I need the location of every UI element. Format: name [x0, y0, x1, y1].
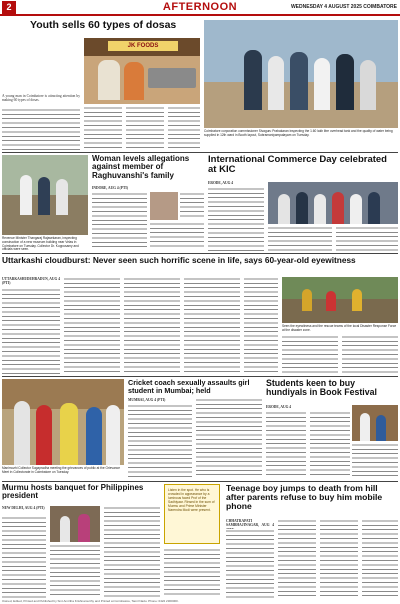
story-uttarkashi-body-col7 [342, 335, 398, 374]
story-dosas-body-col2 [84, 106, 122, 150]
stall-sign: JK FOODS [108, 41, 178, 51]
story-raghuvanshi-body-col2 [150, 222, 204, 250]
headline-teenage-boy: Teenage boy jumps to death from hill after parents refuse to buy him mobile phone [226, 483, 383, 512]
story-raghuvanshi-body-col3 [180, 192, 204, 220]
headline-raghuvanshi: Woman levels allegations against member of Raghuvanshi's family [92, 154, 190, 180]
story-teen-body-col2 [278, 519, 316, 598]
story-teen-body-col4 [362, 519, 398, 598]
dateline-raghuvanshi: INDORE, AUG 4 (PTI) [92, 186, 128, 190]
headline-commerce-day: International Commerce Day celebrated at KIC [208, 154, 387, 175]
advertisement-box [164, 484, 220, 544]
book-festival-photo [352, 405, 398, 441]
story-uttarkashi-body-col2 [64, 277, 120, 374]
photo-caption-museum: Revenue Minister Thangaraj Rajasekaran, inspecting construction of a new museum building near Velas in Coimbatore on Tuesday. Collector Dr. Kuppusamy and officials were seen. [2, 236, 79, 252]
photo-caption-cloudburst: Seen the eyewitness and the rescue teams of the local Disaster Response Force at the disaster zone. [282, 324, 397, 332]
divider [2, 376, 398, 377]
dateline-cricket-coach: MUMBAI, AUG 4 (PTI) [128, 398, 166, 402]
story-teen-body-col1 [226, 529, 274, 598]
dateline-hundiyals: ERODE, AUG 4 [266, 405, 292, 409]
newspaper-logo: AFTERNOON [162, 1, 238, 13]
story-commerce-body-col3 [336, 226, 398, 251]
photo-caption-water-tank: Coimbatore corporation commissioner Sivaguru Prabakaran inspecting the 1.60 lakh litre overhead tank and the quality of water being supplied in 12th ward in Booth layout, Subramaniyampalayam on Tuesday. [204, 129, 393, 137]
story-murmu-body-col2 [50, 544, 100, 598]
story-hundiyals-body-col3 [352, 443, 398, 478]
water-tank-inspection-photo [204, 20, 398, 128]
divider [2, 152, 398, 153]
story-commerce-body-col2 [268, 226, 332, 251]
murmu-banquet-photo [50, 506, 100, 542]
headline-dosas: Youth sells 60 types of dosas [30, 19, 177, 31]
masthead [0, 0, 400, 16]
story-cricket-body-col2 [196, 398, 262, 478]
story-uttarkashi-body-col5 [244, 277, 278, 374]
story-murmu-body-col4 [164, 548, 220, 598]
dosa-stall-photo [84, 38, 200, 104]
headline-cricket-coach: Cricket coach sexually assaults girl student in Mumbai; held [128, 378, 250, 395]
commerce-day-photo [268, 182, 398, 224]
headline-murmu-banquet: Murmu hosts banquet for Philippines president [2, 483, 144, 501]
story-hundiyals-body-col1 [266, 411, 306, 478]
story-uttarkashi-body-col6 [282, 335, 338, 374]
photo-caption-grievance: Manimozhi Collector Sugapradha meeting the grievances of public at the Grievance Meet in Collectorate in Coimbatore on Tuesday. [2, 466, 121, 474]
story-murmu-body-col3 [104, 506, 160, 598]
dateline-uttarkashi: UTTARKASHI/DEHRADUN, AUG 4 (PTI) [2, 277, 60, 286]
dateline-teenage-boy: CHHATRAPATI SAMBHAJINAGAR, AUG 4 [226, 519, 274, 528]
divider [2, 253, 398, 254]
grievance-meet-photo [2, 379, 124, 465]
story-murmu-body-col1 [2, 516, 46, 598]
story-dosas-body-col3 [126, 106, 164, 150]
story-dosas-body-col4 [168, 106, 200, 150]
story-uttarkashi-body-col4 [184, 277, 240, 374]
story-dosas-intro: A young man in Coimbatore is attracting attention by making 60 types of dosas. [2, 94, 80, 103]
museum-construction-photo [2, 155, 88, 235]
issue-date: WEDNESDAY 4 AUGUST 2025 COIMBATORE [290, 4, 397, 10]
story-uttarkashi-body-col3 [124, 277, 180, 374]
story-uttarkashi-body-col1 [2, 288, 60, 374]
story-cricket-body-col1 [128, 404, 192, 478]
headline-uttarkashi: Uttarkashi cloudburst: Never seen such horrific scene in life, says 60-year-old eyewitness [2, 255, 356, 265]
story-dosas-body [2, 108, 80, 150]
page-number: 2 [2, 1, 16, 14]
story-raghuvanshi-body [92, 192, 147, 250]
dateline-murmu: NEW DELHI, AUG 4 (PTI) [2, 506, 45, 510]
divider [2, 481, 398, 482]
story-hundiyals-body-col2 [310, 411, 350, 478]
headline-hundiyals: Students keen to buy hundiyals in Book Festival [266, 378, 377, 398]
cloudburst-rescue-photo [282, 277, 398, 323]
imprint-footer: Owned, Edited, Printed and Published by Smt Amirtha Krishnamurthy and Printed at Coimbatore, Tamil Nadu. Phone: 0422 2300000. [2, 599, 179, 603]
dateline-commerce-day: ERODE, AUG 4 [208, 181, 234, 185]
story-commerce-body [208, 187, 264, 251]
raghuvanshi-portrait [150, 192, 178, 220]
advertisement-text: Listen in the spot. He who is crowded in appearance by a luminous faced Prof of the Sadhiyaar. Rinsed in the sum of Murmu and Prime Minister Narendra Modi were present. [168, 488, 215, 512]
story-teen-body-col3 [320, 519, 358, 598]
